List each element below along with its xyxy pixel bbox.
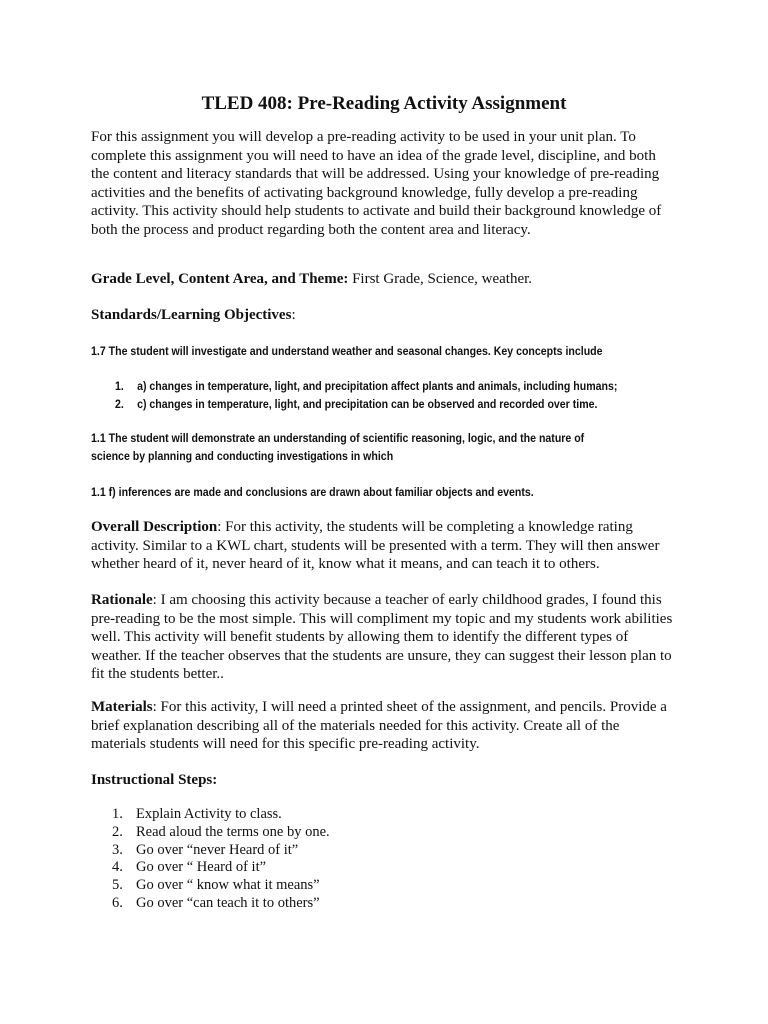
standard-1-7-list (115, 378, 667, 414)
list-item-number: 2. (112, 823, 123, 840)
overall-description (91, 518, 691, 574)
list-item-number: 3. (112, 841, 123, 858)
list-item-number: 6. (112, 894, 123, 911)
materials-line: brief explanation describing all of the materials needed for this activity. Create all of the (91, 717, 620, 734)
list-item (115, 396, 667, 414)
standards-heading-suffix: : (291, 307, 296, 323)
standard-1-1-line: 1.1 The student will demonstrate an understanding of scientific reasoning, logic, and the nature of (91, 433, 585, 445)
rationale-line: pre-reading to be the most simple. This will compliment my topic and my students work abilities (91, 610, 673, 627)
list-item-number: 4. (112, 859, 123, 876)
list-item (112, 806, 330, 824)
instructional-steps-heading (91, 771, 691, 790)
grade-level-value: First Grade, Science, weather. (348, 271, 533, 287)
standard-1-1-line: science by planning and conducting investigations in which (91, 451, 394, 463)
list-item-number: 1. (112, 806, 123, 822)
overall-description-line: whether heard of it, never heard of it, know what it means, and can teach it to others. (91, 556, 600, 572)
standards-heading-label: Standards/Learning Objectives (91, 307, 292, 323)
list-item-text: Go over “never Heard of it” (136, 841, 299, 858)
materials-line: materials students will need for this specific pre-reading activity. (91, 736, 480, 752)
intro-paragraph (91, 128, 691, 239)
instructional-steps-list (112, 806, 330, 913)
rationale-label: Rationale (91, 592, 153, 608)
rationale-line: fit the students better.. (91, 666, 224, 682)
list-item-text: Go over “can teach it to others” (136, 894, 320, 911)
list-item-number: 5. (112, 877, 123, 894)
rationale-line: : I am choosing this activity because a teacher of early childhood grades, I found this (152, 592, 662, 608)
list-item (112, 824, 330, 842)
overall-description-label: Overall Description (91, 519, 218, 535)
list-item (112, 859, 330, 877)
intro-line: activity. This activity should help students to activate and build their background knowledge of (91, 203, 662, 219)
list-item (112, 895, 330, 913)
grade-level-line (91, 270, 691, 289)
grade-level-label: Grade Level, Content Area, and Theme: (91, 271, 349, 287)
standard-1-7: 1.7 The student will investigate and understand weather and seasonal changes. Key concepts include (91, 346, 603, 358)
overall-description-line: : For this activity, the students will be completing a knowledge rating (217, 519, 633, 535)
list-item-text: a) changes in temperature, light, and precipitation affect plants and animals, including humans; (137, 381, 618, 393)
list-item-text: Read aloud the terms one by one. (136, 823, 330, 840)
list-item (112, 842, 330, 860)
list-item (115, 378, 667, 396)
rationale-line: well. This activity will benefit students by allowing them to identify the different types of (91, 629, 629, 645)
intro-line: both the process and product regarding both the content area and literacy. (91, 221, 531, 238)
rationale-line: weather. If the teacher observes that the students are unsure, they can suggest their lesson plan to (91, 647, 672, 664)
instructional-steps-heading-label: Instructional Steps: (91, 772, 218, 788)
materials (91, 698, 691, 754)
materials-line: : For this activity, I will need a printed sheet of the assignment, and pencils. Provide a (152, 699, 667, 715)
list-item-text: Go over “ Heard of it” (136, 859, 267, 876)
page-title: TLED 408: Pre-Reading Activity Assignment (201, 93, 567, 114)
list-item-number: 2. (115, 399, 124, 411)
materials-label: Materials (91, 699, 153, 715)
list-item-number: 1. (115, 381, 124, 393)
rationale (91, 591, 691, 684)
standard-1-1f: 1.1 f) inferences are made and conclusions are drawn about familiar objects and events. (91, 487, 534, 499)
intro-line: complete this assignment you will need to have an idea of the grade level, discipline, and both (91, 147, 656, 164)
list-item-text: Go over “ know what it means” (136, 877, 320, 894)
list-item-text: c) changes in temperature, light, and precipitation can be observed and recorded over time. (137, 399, 598, 411)
list-item (112, 877, 330, 895)
intro-line: the content and literacy standards that will be addressed. Using your knowledge of pre-reading (91, 166, 660, 182)
overall-description-line: activity. Similar to a KWL chart, students will be presented with a term. They will then answer (91, 537, 660, 554)
standard-1-1 (91, 430, 643, 466)
list-item-text: Explain Activity to class. (136, 806, 282, 822)
intro-line: For this assignment you will develop a pre-reading activity to be used in your unit plan. To (91, 129, 636, 145)
intro-line: activities and the benefits of activating background knowledge, fully develop a pre-reading (91, 184, 638, 201)
standards-heading (91, 306, 691, 325)
